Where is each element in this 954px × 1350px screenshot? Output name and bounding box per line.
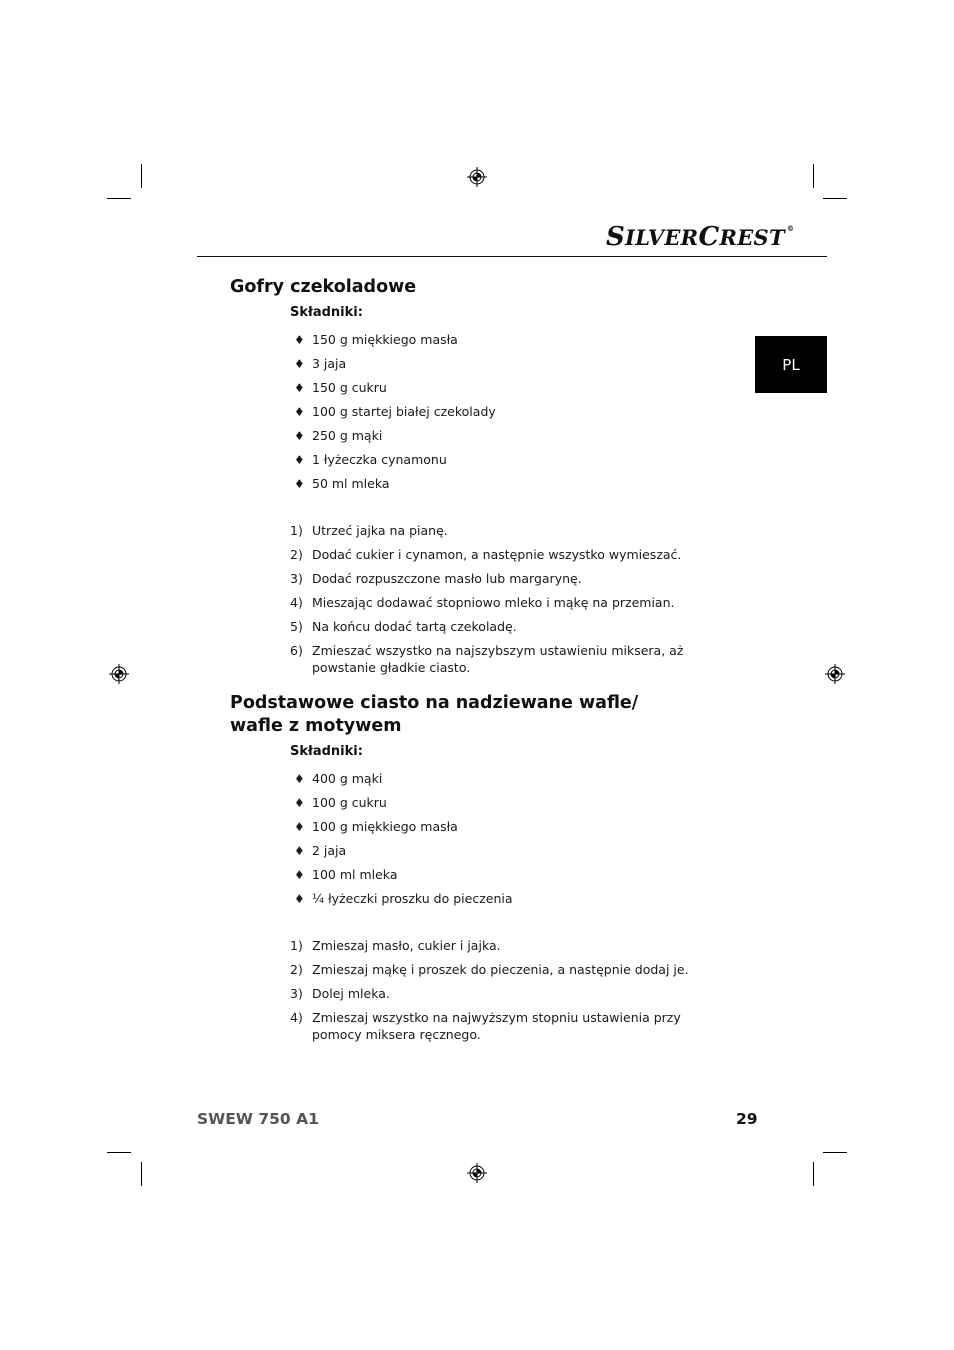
diamond-bullet-icon: ♦ xyxy=(294,796,305,810)
step-number: 3) xyxy=(290,571,303,586)
step-number: 6) xyxy=(290,643,303,658)
crop-mark xyxy=(823,1152,847,1153)
steps-list xyxy=(290,522,732,683)
registration-mark-icon xyxy=(467,1163,487,1183)
diamond-bullet-icon: ♦ xyxy=(294,477,305,491)
diamond-bullet-icon: ♦ xyxy=(294,405,305,419)
section-title-line: Podstawowe ciasto na nadziewane wafle/ xyxy=(230,693,639,713)
language-tab-label: PL xyxy=(782,355,800,374)
ingredient-text: 100 g startej białej czekolady xyxy=(312,404,496,419)
ingredient-text: 150 g miękkiego masła xyxy=(312,332,458,347)
logo-letter: C xyxy=(698,222,720,252)
step-number: 1) xyxy=(290,938,303,953)
step-text: Dodać cukier i cynamon, a następnie wszystko wymieszać. xyxy=(312,547,682,562)
ingredient-text: 100 g miękkiego masła xyxy=(312,819,458,834)
diamond-bullet-icon: ♦ xyxy=(294,820,305,834)
ingredient-text: 100 g cukru xyxy=(312,795,387,810)
list-item xyxy=(290,594,732,611)
list-item xyxy=(290,618,732,635)
ingredient-text: ¼ łyżeczki proszku do pieczenia xyxy=(312,891,513,906)
ingredient-text: 2 jaja xyxy=(312,843,347,858)
registration-mark-icon xyxy=(109,664,129,684)
ingredient-text: 400 g mąki xyxy=(312,771,383,786)
registration-mark-icon xyxy=(467,167,487,187)
step-number: 2) xyxy=(290,962,303,977)
logo-letters: ILVER xyxy=(625,225,699,250)
ingredient-text: 100 ml mleka xyxy=(312,867,398,882)
diamond-bullet-icon: ♦ xyxy=(294,892,305,906)
steps-list xyxy=(290,937,732,1050)
step-text: Zmieszaj masło, cukier i jajka. xyxy=(312,938,501,953)
step-text: Dodać rozpuszczone masło lub margarynę. xyxy=(312,571,582,586)
diamond-bullet-icon: ♦ xyxy=(294,381,305,395)
list-item xyxy=(290,546,732,563)
section-title-line: wafle z motywem xyxy=(230,716,402,736)
section-title: Gofry czekoladowe xyxy=(230,277,417,297)
step-number: 1) xyxy=(290,523,303,538)
crop-mark xyxy=(823,198,847,199)
step-text: Na końcu dodać tartą czekoladę. xyxy=(312,619,517,634)
crop-mark xyxy=(813,1162,814,1186)
language-tab xyxy=(755,336,827,393)
ingredient-text: 50 ml mleka xyxy=(312,476,390,491)
diamond-bullet-icon: ♦ xyxy=(294,844,305,858)
step-text: Zmieszaj mąkę i proszek do pieczenia, a następnie dodaj je. xyxy=(312,962,689,977)
step-text: Zmieszaj wszystko na najwyższym stopniu ustawienia przy pomocy miksera ręcznego. xyxy=(312,1010,681,1042)
diamond-bullet-icon: ♦ xyxy=(294,357,305,371)
step-text: Mieszając dodawać stopniowo mleko i mąkę na przemian. xyxy=(312,595,675,610)
logo-letter: S xyxy=(606,222,626,252)
section-title xyxy=(230,692,638,738)
diamond-bullet-icon: ♦ xyxy=(294,429,305,443)
crop-mark xyxy=(107,198,131,199)
crop-mark xyxy=(107,1152,131,1153)
step-number: 4) xyxy=(290,1010,303,1025)
page-number: 29 xyxy=(736,1110,758,1128)
crop-mark xyxy=(813,164,814,188)
step-number: 5) xyxy=(290,619,303,634)
step-text: Zmieszać wszystko na najszybszym ustawieniu miksera, aż powstanie gładkie ciasto. xyxy=(312,643,684,675)
step-number: 3) xyxy=(290,986,303,1001)
diamond-bullet-icon: ♦ xyxy=(294,772,305,786)
ingredient-text: 150 g cukru xyxy=(312,380,387,395)
list-item xyxy=(290,937,732,954)
step-number: 4) xyxy=(290,595,303,610)
step-text: Dolej mleka. xyxy=(312,986,390,1001)
list-item xyxy=(290,642,732,676)
ingredient-text: 3 jaja xyxy=(312,356,347,371)
list-item xyxy=(290,985,732,1002)
ingredient-text: 1 łyżeczka cynamonu xyxy=(312,452,447,467)
logo-letters: REST xyxy=(719,225,785,250)
list-item xyxy=(290,522,732,539)
step-text: Utrzeć jajka na pianę. xyxy=(312,523,448,538)
registration-mark-icon xyxy=(825,664,845,684)
crop-mark xyxy=(141,1162,142,1186)
registered-mark: ® xyxy=(786,224,795,233)
ingredients-heading: Składniki: xyxy=(290,305,363,320)
crop-mark xyxy=(141,164,142,188)
list-item xyxy=(290,961,732,978)
ingredient-text: 250 g mąki xyxy=(312,428,383,443)
ingredients-heading: Składniki: xyxy=(290,744,363,759)
header-divider xyxy=(197,256,827,257)
diamond-bullet-icon: ♦ xyxy=(294,868,305,882)
footer-model-number: SWEW 750 A1 xyxy=(197,1110,319,1128)
diamond-bullet-icon: ♦ xyxy=(294,453,305,467)
list-item xyxy=(290,570,732,587)
list-item xyxy=(290,1009,732,1043)
diamond-bullet-icon: ♦ xyxy=(294,333,305,347)
step-number: 2) xyxy=(290,547,303,562)
brand-logo xyxy=(606,222,794,252)
